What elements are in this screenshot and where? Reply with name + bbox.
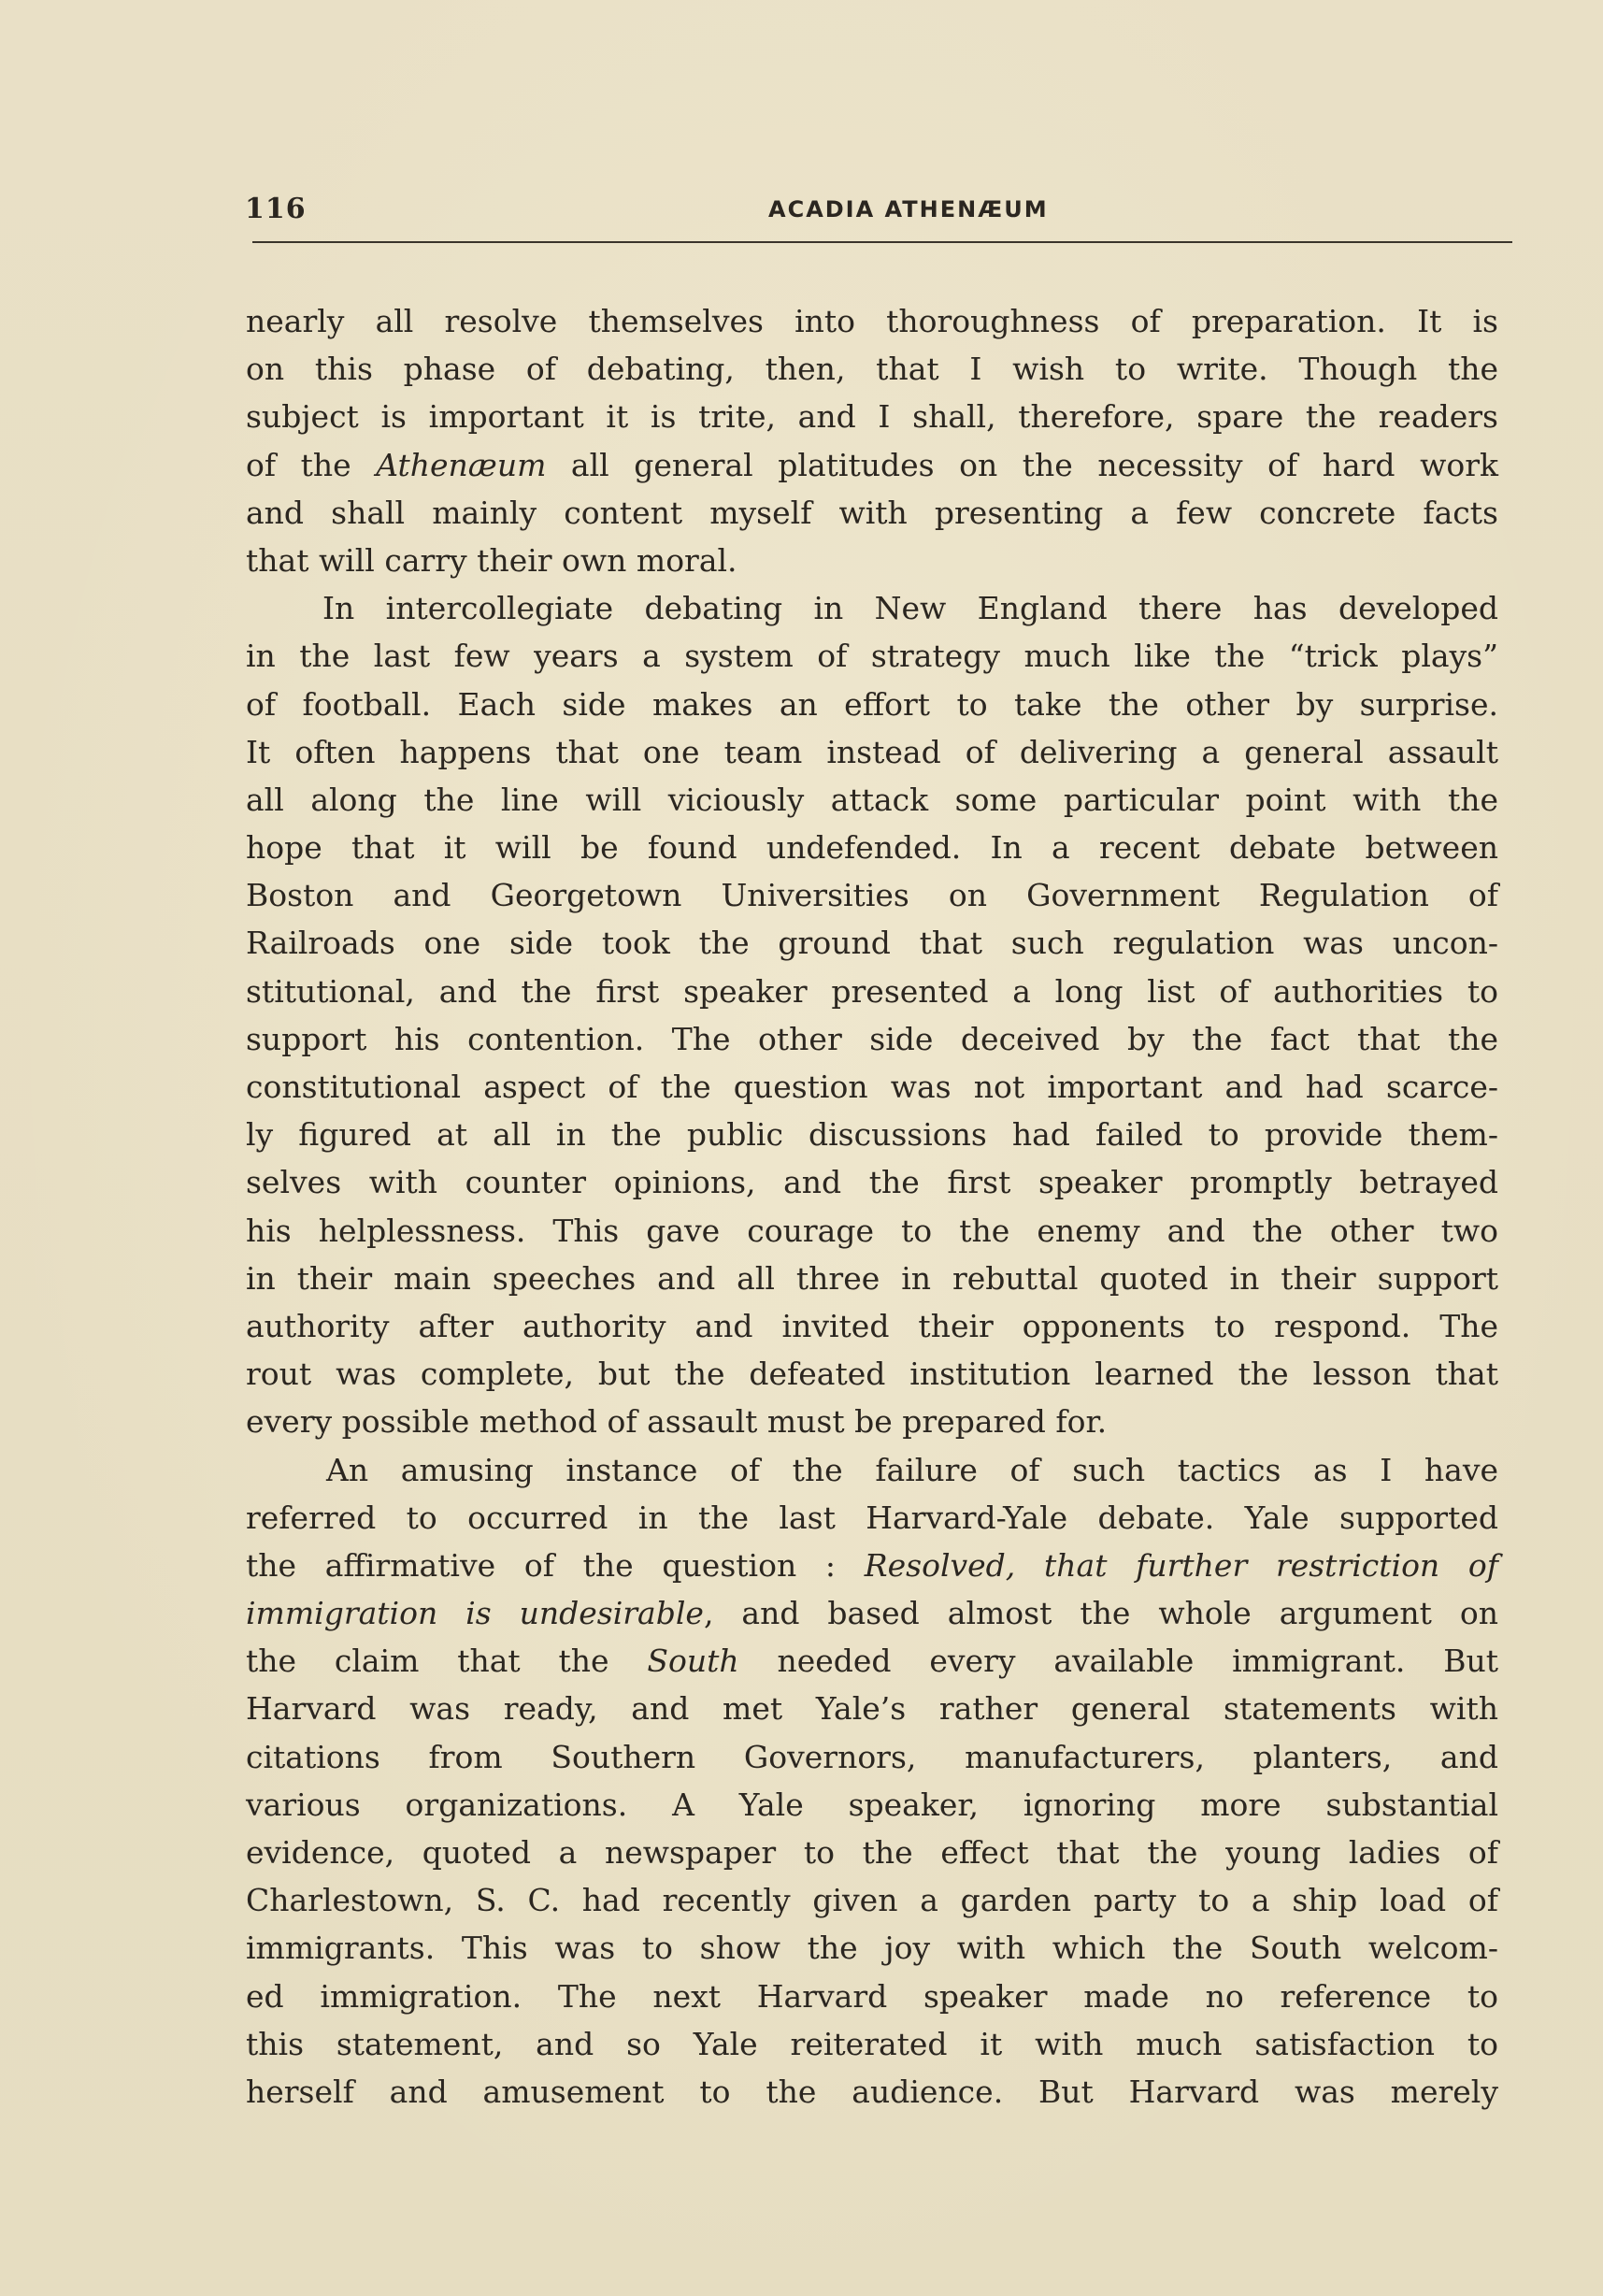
text-line: An amusing instance of the failure of such tactics as I have xyxy=(326,1451,1498,1488)
text-line: all along the line will viciously attack some particular point with the xyxy=(246,781,1498,818)
page-number: 116 xyxy=(245,193,307,225)
text-line: the claim that the South needed every available immigrant. But xyxy=(246,1643,1498,1680)
page-header xyxy=(245,193,1512,230)
text-line: in their main speeches and all three in rebuttal quoted in their support xyxy=(246,1259,1498,1297)
text-line: referred to occurred in the last Harvard-Yale debate. Yale supported xyxy=(246,1499,1498,1536)
text-line: immigrants. This was to show the joy with which the South welcom- xyxy=(246,1930,1498,1967)
text-line: ly figured at all in the public discussions had failed to provide them- xyxy=(246,1116,1498,1154)
text-line: Charlestown, S. C. had recently given a garden party to a ship load of xyxy=(246,1882,1498,1919)
text-line: evidence, quoted a newspaper to the effect that the young ladies of xyxy=(246,1834,1498,1871)
text-line: support his contention. The other side deceived by the fact that the xyxy=(246,1020,1498,1057)
text-line: In intercollegiate debating in New England there has developed xyxy=(322,590,1498,627)
italic-title: Athenæum xyxy=(376,446,547,483)
text-line: of the Athenæum all general platitudes on the necessity of hard work xyxy=(246,446,1498,483)
text-line: rout was complete, but the defeated institution learned the lesson that xyxy=(246,1356,1498,1393)
text-line: his helplessness. This gave courage to the enemy and the other two xyxy=(246,1212,1498,1249)
text-line: nearly all resolve themselves into thoroughness of preparation. It is xyxy=(246,303,1498,339)
italic-resolution: immigration is undesirable xyxy=(246,1595,704,1632)
italic-emphasis: South xyxy=(647,1643,739,1680)
text-line: on this phase of debating, then, that I wish to write. Though the xyxy=(246,351,1498,388)
text-line: that will carry their own moral. xyxy=(246,541,737,579)
text-line: Railroads one side took the ground that such regulation was uncon- xyxy=(246,925,1498,962)
text-line: the affirmative of the question : Resolved, that further restriction of xyxy=(246,1546,1498,1584)
text-line: Harvard was ready, and met Yale’s rather general statements with xyxy=(246,1690,1498,1728)
text-line: hope that it will be found undefended. In a recent debate between xyxy=(246,829,1498,867)
text-line: stitutional, and the first speaker presented a long list of authorities to xyxy=(246,972,1498,1010)
text-line: every possible method of assault must be prepared for. xyxy=(246,1403,1108,1441)
text-line: various organizations. A Yale speaker, ignoring more substantial xyxy=(246,1786,1498,1823)
text-line: It often happens that one team instead of delivering a general assault xyxy=(246,733,1498,770)
text-line: immigration is undesirable, and based almost the whole argument on xyxy=(246,1595,1498,1632)
header-rule xyxy=(252,241,1512,243)
body-text xyxy=(246,297,1498,2116)
text-line: citations from Southern Governors, manufacturers, planters, and xyxy=(246,1738,1498,1775)
text-line: selves with counter opinions, and the first speaker promptly betrayed xyxy=(246,1164,1498,1201)
text-line: constitutional aspect of the question was not important and had scarce- xyxy=(246,1069,1498,1105)
text-line: Boston and Georgetown Universities on Government Regulation of xyxy=(246,877,1498,914)
text-line: ed immigration. The next Harvard speaker made no reference to xyxy=(246,1977,1498,2015)
text-line: subject is important it is trite, and I shall, therefore, spare the readers xyxy=(246,398,1498,436)
text-line: herself and amusement to the audience. But Harvard was merely xyxy=(246,2073,1498,2110)
running-title: ACADIA ATHENÆUM xyxy=(768,196,1049,222)
text-line: this statement, and so Yale reiterated it with much satisfaction to xyxy=(246,2025,1498,2062)
text-line: of football. Each side makes an effort to take the other by surprise. xyxy=(246,685,1498,723)
italic-resolution: Resolved, that further restriction of xyxy=(864,1546,1498,1584)
text-line: in the last few years a system of strategy much like the “trick plays” xyxy=(246,638,1498,675)
text-line: authority after authority and invited their opponents to respond. The xyxy=(246,1307,1498,1344)
text-line: and shall mainly content myself with presenting a few concrete facts xyxy=(246,494,1498,531)
